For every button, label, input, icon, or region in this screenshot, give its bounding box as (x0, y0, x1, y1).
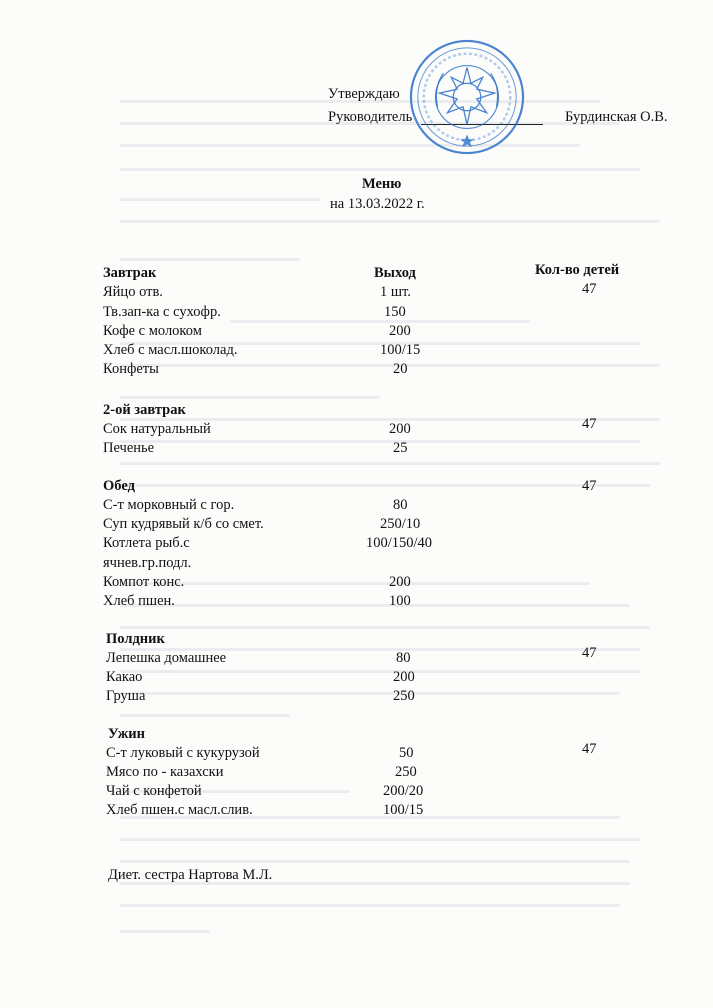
children-count: 47 (582, 741, 597, 757)
menu-item-name: Хлеб пшен. (103, 593, 175, 609)
menu-item-output: 250 (393, 688, 415, 704)
menu-item-name: ячнев.гр.подл. (103, 555, 192, 571)
menu-item-output: 150 (384, 304, 406, 320)
menu-item-name: Хлеб пшен.с масл.слив. (106, 802, 253, 818)
menu-item-output: 50 (399, 745, 414, 761)
children-count: 47 (582, 645, 597, 661)
menu-item-name: Хлеб с масл.шоколад. (103, 342, 238, 358)
menu-item-output: 200 (389, 421, 411, 437)
output-column-header: Выход (374, 265, 416, 281)
menu-item-output: 100/150/40 (366, 535, 433, 551)
menu-item-output: 250 (395, 764, 417, 780)
menu-item-output: 80 (396, 650, 411, 666)
menu-item-name: Конфеты (103, 361, 159, 377)
menu-item-output: 100/15 (380, 342, 421, 358)
menu-item-name: С-т морковный с гор. (103, 497, 235, 513)
menu-item-name: Компот конс. (103, 574, 185, 590)
dietitian-signature: Диет. сестра Нартова М.Л. (108, 867, 273, 883)
menu-item-name: Тв.зап-ка с сухофр. (103, 304, 221, 320)
menu-item-name: Суп кудрявый к/б со смет. (103, 516, 264, 532)
menu-item-name: Сок натуральный (103, 421, 211, 437)
menu-item-output: 200 (393, 669, 415, 685)
menu-item-output: 200/20 (383, 783, 424, 799)
children-count: 47 (582, 478, 597, 494)
menu-item-name: Чай с конфетой (106, 783, 202, 799)
official-stamp (408, 38, 526, 156)
menu-item-output: 100 (389, 593, 411, 609)
menu-item-output: 1 шт. (380, 284, 411, 300)
director-name: Бурдинская О.В. (565, 109, 668, 125)
position-label: Руководитель (328, 109, 413, 125)
menu-item-name: Яйцо отв. (103, 284, 163, 300)
menu-item-output: 100/15 (383, 802, 424, 818)
menu-item-name: Лепешка домашнее (106, 650, 227, 666)
menu-item-name: Груша (106, 688, 146, 704)
breakfast-heading: Завтрак (103, 265, 157, 281)
menu-item-output: 80 (393, 497, 408, 513)
menu-item-name: Кофе с молоком (103, 323, 202, 339)
dinner-heading: Ужин (108, 726, 145, 742)
menu-title: Меню (362, 176, 402, 192)
snack-heading: Полдник (106, 631, 165, 647)
menu-item-name: Какао (106, 669, 143, 685)
menu-item-output: 200 (389, 323, 411, 339)
menu-item-name: Мясо по - казахски (106, 764, 224, 780)
menu-date: на 13.03.2022 г. (330, 196, 425, 212)
menu-item-output: 25 (393, 440, 408, 456)
children-count: 47 (582, 416, 597, 432)
menu-item-output: 20 (393, 361, 408, 377)
children-column-header: Кол-во детей (535, 262, 620, 278)
lunch-heading: Обед (103, 478, 135, 494)
menu-item-name: Котлета рыб.с (103, 535, 190, 551)
menu-item-output: 250/10 (380, 516, 421, 532)
second-breakfast-heading: 2-ой завтрак (103, 402, 186, 418)
menu-item-name: С-т луковый с кукурузой (106, 745, 260, 761)
menu-item-name: Печенье (103, 440, 155, 456)
approve-label: Утверждаю (328, 86, 400, 102)
children-count: 47 (582, 281, 597, 297)
menu-item-output: 200 (389, 574, 411, 590)
